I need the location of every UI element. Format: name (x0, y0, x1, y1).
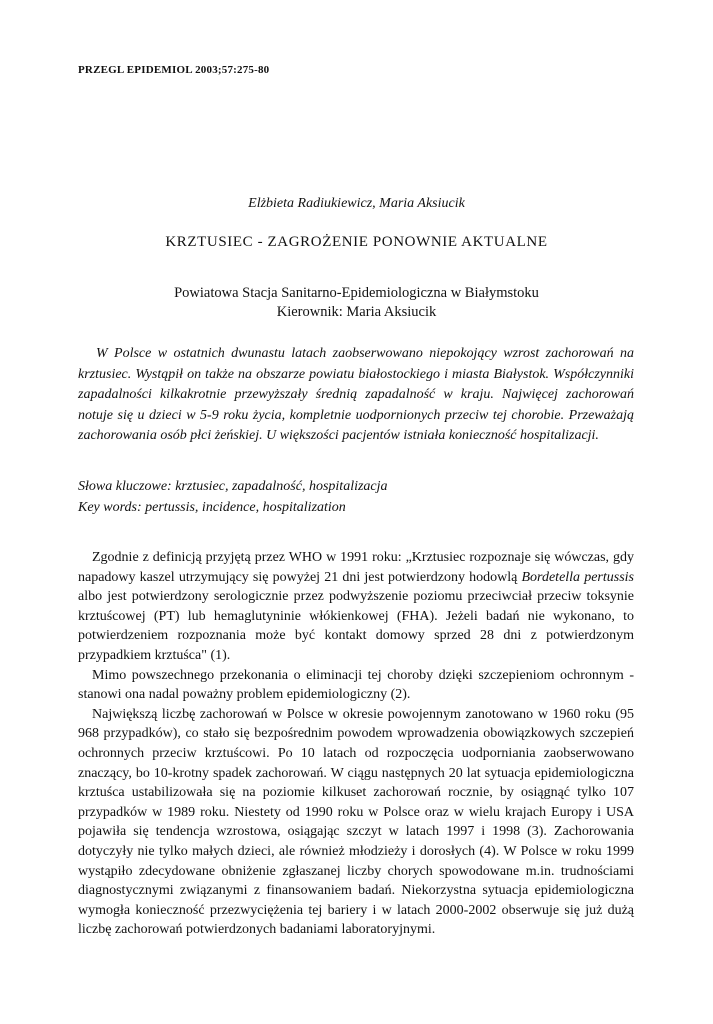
abstract: W Polsce w ostatnich dwunastu latach zaobserwowano niepokojący wzrost zachorowań na krztusiec. Wystąpił on także na obszarze powiatu białostockiego i miasta Białystok. Współczynniki zapadalności kilkakrotnie przewyższały średnią zapadalność w kraju. Najwięcej zachorowań notuje się u dzieci w 5-9 roku życia, kompletnie uodpornionych przeciw tej chorobie. Przeważają zachorowania osób płci żeńskiej. U większości pacjentów istniała konieczność hospitalizacji. (78, 346, 634, 444)
body-text (78, 548, 634, 940)
article-title: KRZTUSIEC - ZAGROŻENIE PONOWNIE AKTUALNE (165, 234, 548, 250)
affiliation: Powiatowa Stacja Sanitarno-Epidemiologiczna w Białymstoku (174, 285, 539, 301)
keywords-block (78, 476, 634, 518)
p1-species-name: Bordetella pertussis (521, 569, 634, 585)
keywords-polish: Słowa kluczowe: krztusiec, zapadalność, hospitalizacja (78, 479, 388, 494)
affiliation-block (0, 284, 713, 322)
p1-text-start: Zgodnie z definicją przyjętą przez WHO w 1991 roku: „Krztusiec rozpoznaje się wówczas, gdy napadowy kaszel utrzymujący się powyżej 21 dni jest potwierdzony hodowlą (78, 550, 634, 585)
journal-reference: PRZEGL EPIDEMIOL 2003;57:275-80 (78, 64, 270, 76)
body-paragraph-2: Mimo powszechnego przekonania o eliminacji tej choroby dzięki szczepieniom ochronnym - stanowi ona nadal poważny problem epidemiologiczny (2). (78, 667, 634, 703)
body-paragraph-3: Największą liczbę zachorowań w Polsce w okresie powojennym zanotowano w 1960 roku (95 968 przypadków), co stało się bezpośrednim powodem wprowadzenia obowiązkowych szczepień ochronnych przeciw krztuścowi. Po 10 latach od rozpoczęcia uodporniania zaobserwowano znaczący, bo 10-krotny spadek zachorowań. W ciągu następnych 20 lat sytuacja epidemiologiczna krztuśca ustabilizowała się na poziomie kilkuset zachorowań rocznie, by osiągnąć tylko 107 przypadków w 1989 roku. Niestety od 1990 roku w Polsce oraz w wielu krajach Europy i USA pojawiła się tendencja wzrostowa, osiągając szczyt w latach 1997 i 1998 (3). Zachorowania dotyczyły nie tylko małych dzieci, ale również młodzieży i dorosłych (4). W Polsce w roku 1999 wystąpiło zdecydowane obniżenie zgłaszanej liczby chorych spowodowane m.in. trudnościami diagnostycznymi związanymi z finansowaniem badań. Niekorzystna sytuacja epidemiologiczna wymogła konieczność przezwyciężenia tej bariery i w latach 2000-2002 obserwuje się już dużą liczbę zachorowań potwierdzonych badaniami laboratoryjnymi. (78, 706, 634, 938)
director: Kierownik: Maria Aksiucik (276, 304, 437, 320)
authors: Elżbieta Radiukiewicz, Maria Aksiucik (248, 196, 465, 211)
body-paragraph-1 (78, 548, 634, 666)
keywords-english: Key words: pertussis, incidence, hospitalization (78, 500, 346, 515)
p1-text-end: albo jest potwierdzony serologicznie przez podwyższenie poziomu przeciwciał przeciw toksynie krztuścowej (PT) lub hemaglutyninie włókienkowej (FHA). Jeżeli badań nie wykonano, to potwierdzeniem rozpoznania może być kontakt domowy sprzed 28 dni z potwierdzonym przypadkiem krztuśca" (1). (78, 589, 634, 663)
